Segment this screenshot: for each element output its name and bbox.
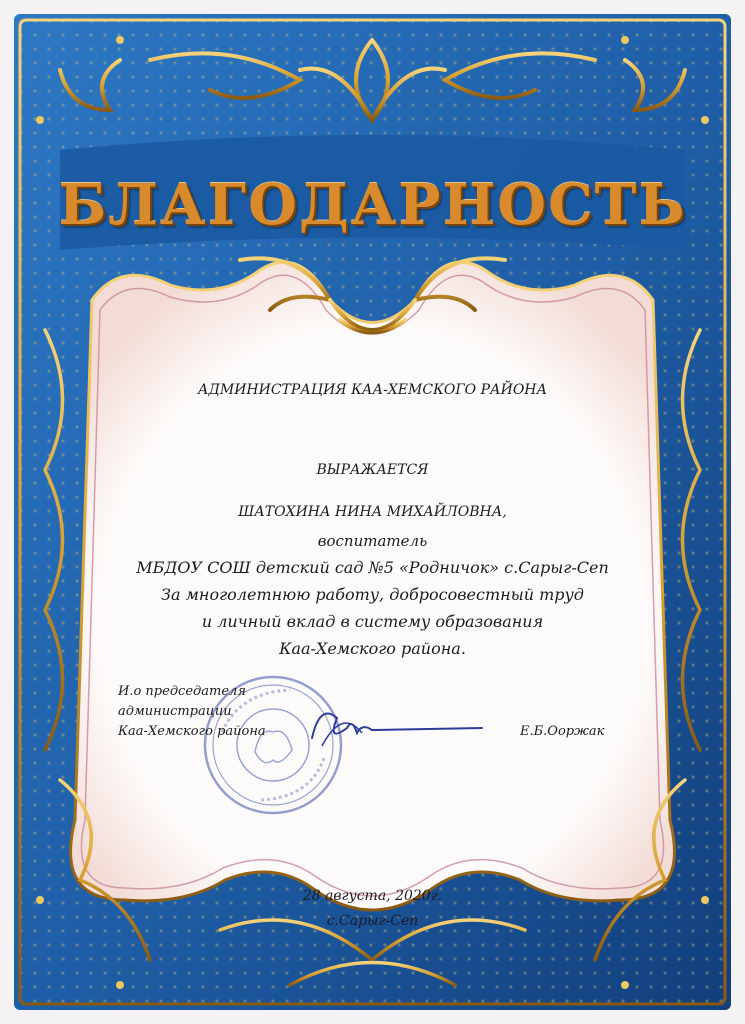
expresses-text: ВЫРАЖАЕТСЯ <box>316 462 429 478</box>
certificate-title: БЛАГОДАРНОСТЬ <box>58 172 687 238</box>
reason-line-1: За многолетнюю работу, добросовестный труд <box>161 585 584 604</box>
signatory-name: Е.Б.Ооржак <box>520 724 605 739</box>
signatory-title <box>118 682 266 742</box>
recipient-name: ШАТОХИНА НИНА МИХАЙЛОВНА, <box>238 504 507 520</box>
reason-line-3: Каа-Хемского района. <box>279 639 466 658</box>
signatory-title-line-2: администрации <box>118 704 232 719</box>
issue-date: 28 августа, 2020г. <box>302 888 443 904</box>
signature <box>302 698 492 758</box>
signatory-title-line-1: И.о председателя <box>118 684 246 699</box>
signatory-title-line-3: Каа-Хемского района <box>118 724 266 739</box>
issuer: АДМИНИСТРАЦИЯ КАА-ХЕМСКОГО РАЙОНА <box>197 382 548 398</box>
issue-place: с.Сарыг-Сеп <box>326 913 419 929</box>
reason-line-2: и личный вклад в систему образования <box>201 612 544 631</box>
recipient-position: воспитатель <box>317 532 428 550</box>
recipient-organization: МБДОУ СОШ детский сад №5 «Родничок» с.Сарыг-Сеп <box>136 558 609 577</box>
